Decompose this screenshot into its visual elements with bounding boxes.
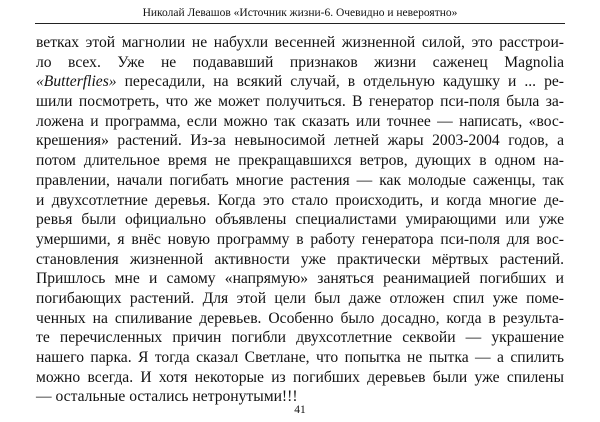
text-line: — остальные остались нетронутыми!!! (36, 388, 298, 406)
text-line: крешения» растений. Из-за невыносимой летней жары 2003-2004 годов, а (36, 132, 564, 150)
text-line: нашего парка. Я тогда сказал Светлане, что попытка не пытка — а спилить (36, 349, 564, 366)
text-line: умершими, я внёс новую программу в работу генератора пси-поля для вос- (36, 230, 564, 248)
text-line: погибающих растений. Для этой цели был даже отложен спил уже поме- (36, 289, 564, 307)
text-line: можно всегда. И хотя некоторые из погибших деревьев были уже спилены (36, 368, 564, 386)
text-line: Пришлось мне и самому «напрямую» заняться реанимацией погибших и (36, 270, 564, 288)
text-line: правлении, начали погибать многие растения — как молодые саженцы, так (36, 171, 564, 189)
text-line: и двухсотлетние деревья. Когда это стало происходить, и когда многие де- (36, 191, 564, 209)
text-line: ветках этой магнолии не набухли весенней жизненной силой, это расстрои- (36, 34, 564, 51)
header-rule (35, 23, 565, 24)
text-line: ложена и программа, если можно так сказать или точнее — написать, «вос- (36, 112, 564, 130)
text-line (36, 72, 564, 92)
text-line: шили посмотреть, что же может получиться. В генератор пси-поля была за- (36, 93, 564, 111)
running-header: Николай Левашов «Источник жизни-6. Очевидно и невероятно» (142, 7, 458, 19)
text-line: становления жизненной активности уже практически мёртвых растений. (36, 250, 564, 268)
body-text (36, 33, 564, 407)
page-number: 41 (294, 404, 306, 416)
text-line: ревья были официально объявлены специалистами умирающими или уже (36, 211, 564, 229)
italic-phrase: «Butterflies» (36, 73, 117, 91)
text-line: те перечисленных причин погибли двухсотлетние секвойи — украшение (36, 329, 564, 347)
text-line: потом длительное время не прекращавшихся ветров, дующих в одном на- (36, 152, 564, 170)
text-line: ченных на спиливание деревьев. Особенно было досадно, когда в результа- (36, 309, 564, 327)
text-line: ло всех. Уже не подававший признаков жизни саженец Magnolia (36, 53, 564, 71)
text-line-rest: пересадили, на всякий случай, в отдельную кадушку и ... ре- (124, 73, 564, 91)
